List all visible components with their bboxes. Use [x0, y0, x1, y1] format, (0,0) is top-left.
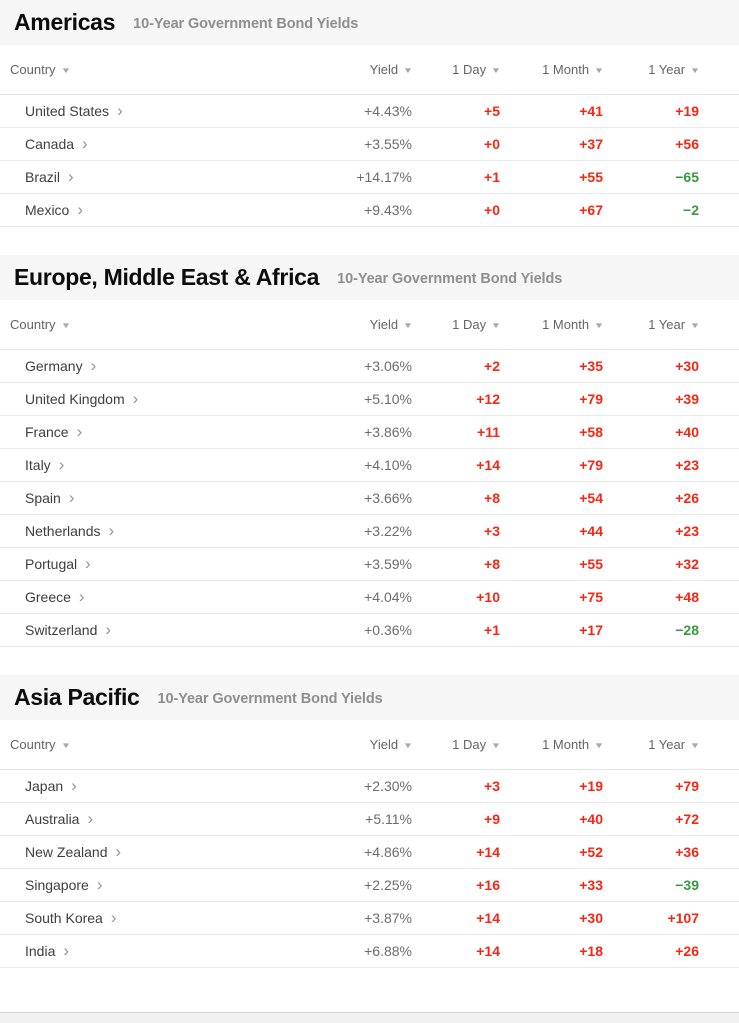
country-cell: [10, 166, 320, 186]
chevron-right-icon: ›: [78, 586, 85, 606]
chevron-right-icon: ›: [96, 874, 103, 894]
country-row[interactable]: [0, 803, 739, 836]
column-header-day[interactable]: [412, 62, 500, 77]
section-title: Americas: [14, 9, 116, 35]
country-name: Spain: [25, 490, 61, 506]
column-header-month[interactable]: [500, 737, 603, 752]
yield-value: +2.30%: [364, 778, 412, 794]
chevron-right-icon: ›: [85, 553, 91, 573]
country-row[interactable]: [0, 548, 739, 581]
sort-caret-down-icon: ▼: [402, 66, 414, 75]
sort-caret-down-icon: ▼: [593, 66, 605, 75]
yield-value: +3.66%: [364, 490, 412, 506]
country-cell: [10, 133, 320, 153]
country-name: Italy: [25, 457, 51, 473]
one-day-change: +14: [476, 943, 500, 959]
one-day-change: +2: [484, 358, 500, 374]
one-year-change: −28: [675, 622, 699, 638]
one-month-change: +79: [579, 391, 603, 407]
country-cell: [10, 940, 320, 960]
one-day-change: +8: [484, 556, 500, 572]
country-cell: [10, 520, 320, 540]
one-day-change: +3: [484, 523, 500, 539]
one-day-change: +14: [476, 910, 500, 926]
chevron-right-icon: ›: [63, 940, 70, 960]
country-cell: [10, 775, 320, 795]
bottom-section-divider: [0, 1012, 739, 1023]
one-day-change: +0: [484, 202, 500, 218]
country-row[interactable]: [0, 416, 739, 449]
section-subtitle: 10-Year Government Bond Yields: [337, 270, 563, 287]
one-year-change: +30: [675, 358, 699, 374]
column-header-month[interactable]: [500, 317, 603, 332]
section-title: Asia Pacific: [14, 684, 140, 710]
country-cell: [10, 907, 320, 927]
yield-value: +2.25%: [364, 877, 412, 893]
country-name: United States: [25, 103, 110, 119]
country-row[interactable]: [0, 581, 739, 614]
region-section: [0, 675, 739, 968]
section-header-band: [0, 675, 739, 720]
country-cell: [10, 388, 320, 408]
yield-value: +4.04%: [364, 589, 412, 605]
country-name: Brazil: [25, 169, 61, 185]
table-header-row: [0, 300, 739, 350]
one-year-change: +26: [675, 943, 699, 959]
country-row[interactable]: [0, 95, 739, 128]
country-name: New Zealand: [25, 844, 108, 860]
chevron-right-icon: ›: [58, 454, 65, 474]
section-title: Europe, Middle East & Africa: [14, 264, 320, 290]
sort-caret-down-icon: ▼: [689, 741, 701, 750]
country-cell: [10, 841, 320, 861]
column-header-yield[interactable]: [320, 737, 412, 752]
country-row[interactable]: [0, 935, 739, 968]
country-name: Portugal: [25, 556, 78, 572]
country-row[interactable]: [0, 194, 739, 227]
sort-caret-down-icon: ▼: [490, 66, 502, 75]
one-month-change: +17: [579, 622, 603, 638]
table-body: [0, 350, 739, 647]
table-header-row: [0, 45, 739, 95]
section-subtitle: 10-Year Government Bond Yields: [157, 690, 383, 707]
country-cell: [10, 808, 320, 828]
column-header-country[interactable]: [10, 737, 320, 752]
one-month-change: +55: [579, 169, 603, 185]
sort-caret-down-icon: ▼: [593, 741, 605, 750]
sort-caret-down-icon: ▼: [490, 321, 502, 330]
table-body: [0, 95, 739, 227]
chevron-right-icon: ›: [117, 100, 123, 120]
country-name: Germany: [25, 358, 83, 374]
chevron-right-icon: ›: [90, 355, 97, 375]
one-day-change: +12: [476, 391, 500, 407]
column-header-country[interactable]: [10, 62, 320, 77]
sort-caret-down-icon: ▼: [402, 741, 414, 750]
one-year-change: +32: [675, 556, 699, 572]
one-day-change: +1: [484, 622, 500, 638]
sort-caret-down-icon: ▼: [593, 321, 605, 330]
country-row[interactable]: [0, 515, 739, 548]
one-year-change: +39: [675, 391, 699, 407]
chevron-right-icon: ›: [132, 388, 139, 408]
table-header-row: [0, 720, 739, 770]
one-month-change: +33: [579, 877, 603, 893]
yield-value: +3.86%: [364, 424, 412, 440]
column-header-day[interactable]: [412, 737, 500, 752]
country-cell: [10, 619, 320, 639]
yield-value: +4.86%: [364, 844, 412, 860]
column-header-country[interactable]: [10, 317, 320, 332]
column-header-year[interactable]: [603, 317, 699, 332]
column-header-label: Yield: [369, 317, 399, 332]
country-row[interactable]: [0, 836, 739, 869]
column-header-label: Yield: [369, 737, 399, 752]
country-name: France: [25, 424, 69, 440]
yield-value: +3.55%: [364, 136, 412, 152]
region-section: [0, 0, 739, 227]
country-name: Greece: [25, 589, 71, 605]
one-day-change: +11: [477, 424, 500, 440]
column-header-label: 1 Month: [542, 317, 590, 332]
one-day-change: +10: [476, 589, 500, 605]
one-month-change: +35: [579, 358, 603, 374]
column-header-label: 1 Day: [452, 317, 487, 332]
one-year-change: −65: [675, 169, 699, 185]
country-name: Japan: [25, 778, 64, 794]
country-row[interactable]: [0, 869, 739, 902]
one-month-change: +44: [579, 523, 603, 539]
country-row[interactable]: [0, 902, 739, 935]
one-year-change: −39: [675, 877, 699, 893]
country-name: Mexico: [25, 202, 70, 218]
one-month-change: +75: [579, 589, 603, 605]
one-year-change: +79: [675, 778, 699, 794]
chevron-right-icon: ›: [76, 421, 83, 441]
country-cell: [10, 487, 320, 507]
column-header-year[interactable]: [603, 737, 699, 752]
chevron-right-icon: ›: [71, 775, 77, 795]
column-header-label: 1 Year: [648, 737, 686, 752]
column-header-label: Yield: [369, 62, 399, 77]
country-name: Netherlands: [25, 523, 101, 539]
country-cell: [10, 355, 320, 375]
one-day-change: +5: [484, 103, 500, 119]
yield-value: +5.11%: [365, 811, 412, 827]
country-row[interactable]: [0, 128, 739, 161]
yield-value: +5.10%: [364, 391, 412, 407]
country-cell: [10, 199, 320, 219]
chevron-right-icon: ›: [87, 808, 94, 828]
yield-value: +3.22%: [364, 523, 412, 539]
chevron-right-icon: ›: [110, 907, 117, 927]
section-header-band: [0, 0, 739, 45]
column-header-label: Country: [10, 317, 56, 332]
one-year-change: +48: [675, 589, 699, 605]
country-cell: [10, 421, 320, 441]
sort-caret-down-icon: ▼: [689, 321, 701, 330]
country-name: Singapore: [25, 877, 89, 893]
country-row[interactable]: [0, 449, 739, 482]
one-month-change: +30: [579, 910, 603, 926]
one-year-change: +40: [675, 424, 699, 440]
sort-caret-down-icon: ▼: [402, 321, 414, 330]
one-month-change: +55: [579, 556, 603, 572]
chevron-right-icon: ›: [77, 199, 84, 219]
one-month-change: +18: [579, 943, 603, 959]
chevron-right-icon: ›: [108, 520, 115, 540]
country-name: Canada: [25, 136, 75, 152]
column-header-label: 1 Year: [648, 62, 686, 77]
column-header-label: 1 Month: [542, 62, 590, 77]
one-year-change: +23: [675, 457, 699, 473]
one-year-change: +72: [675, 811, 699, 827]
yield-value: +14.17%: [356, 169, 412, 185]
column-header-yield[interactable]: [320, 317, 412, 332]
column-header-yield[interactable]: [320, 62, 412, 77]
yield-value: +3.87%: [364, 910, 412, 926]
yield-value: +3.59%: [364, 556, 412, 572]
yield-value: +4.10%: [364, 457, 412, 473]
one-year-change: −2: [683, 202, 699, 218]
yield-value: +4.43%: [364, 103, 412, 119]
one-day-change: +16: [476, 877, 500, 893]
one-year-change: +26: [675, 490, 699, 506]
one-year-change: +23: [675, 523, 699, 539]
section-header-band: [0, 255, 739, 300]
one-month-change: +54: [579, 490, 603, 506]
one-month-change: +40: [579, 811, 603, 827]
country-cell: [10, 100, 320, 120]
section-subtitle: 10-Year Government Bond Yields: [133, 15, 359, 32]
yield-value: +3.06%: [364, 358, 412, 374]
column-header-label: 1 Day: [452, 62, 487, 77]
yield-value: +9.43%: [364, 202, 412, 218]
chevron-right-icon: ›: [82, 133, 88, 153]
country-row[interactable]: [0, 770, 739, 803]
sort-caret-down-icon: ▼: [60, 741, 71, 750]
one-year-change: +19: [675, 103, 699, 119]
country-name: South Korea: [25, 910, 103, 926]
country-row[interactable]: [0, 350, 739, 383]
country-cell: [10, 586, 320, 606]
column-header-label: 1 Day: [452, 737, 487, 752]
chevron-right-icon: ›: [68, 166, 74, 186]
chevron-right-icon: ›: [68, 487, 75, 507]
one-day-change: +0: [484, 136, 500, 152]
column-header-label: 1 Year: [648, 317, 686, 332]
column-header-year[interactable]: [603, 62, 699, 77]
column-header-day[interactable]: [412, 317, 500, 332]
one-month-change: +41: [579, 103, 603, 119]
one-year-change: +56: [675, 136, 699, 152]
country-name: Switzerland: [25, 622, 98, 638]
one-day-change: +14: [476, 457, 500, 473]
column-header-month[interactable]: [500, 62, 603, 77]
country-row[interactable]: [0, 161, 739, 194]
one-year-change: +107: [667, 910, 699, 926]
one-month-change: +58: [579, 424, 603, 440]
column-header-label: 1 Month: [542, 737, 590, 752]
sort-caret-down-icon: ▼: [490, 741, 502, 750]
one-month-change: +67: [579, 202, 603, 218]
country-name: Australia: [25, 811, 80, 827]
country-cell: [10, 454, 320, 474]
country-row[interactable]: [0, 482, 739, 515]
one-month-change: +52: [579, 844, 603, 860]
chevron-right-icon: ›: [105, 619, 112, 639]
one-day-change: +3: [484, 778, 500, 794]
sort-caret-down-icon: ▼: [689, 66, 701, 75]
yield-value: +0.36%: [364, 622, 412, 638]
country-cell: [10, 874, 320, 894]
yield-value: +6.88%: [364, 943, 412, 959]
one-day-change: +1: [484, 169, 500, 185]
country-row[interactable]: [0, 614, 739, 647]
table-body: [0, 770, 739, 968]
one-month-change: +37: [579, 136, 603, 152]
one-year-change: +36: [675, 844, 699, 860]
one-day-change: +8: [484, 490, 500, 506]
chevron-right-icon: ›: [115, 841, 122, 861]
country-name: United Kingdom: [25, 391, 125, 407]
country-name: India: [25, 943, 56, 959]
one-month-change: +19: [579, 778, 603, 794]
country-cell: [10, 553, 320, 573]
sort-caret-down-icon: ▼: [60, 321, 71, 330]
region-section: [0, 255, 739, 647]
column-header-label: Country: [10, 62, 56, 77]
column-header-label: Country: [10, 737, 56, 752]
sort-caret-down-icon: ▼: [60, 66, 71, 75]
country-row[interactable]: [0, 383, 739, 416]
one-day-change: +9: [484, 811, 500, 827]
one-day-change: +14: [476, 844, 500, 860]
one-month-change: +79: [579, 457, 603, 473]
